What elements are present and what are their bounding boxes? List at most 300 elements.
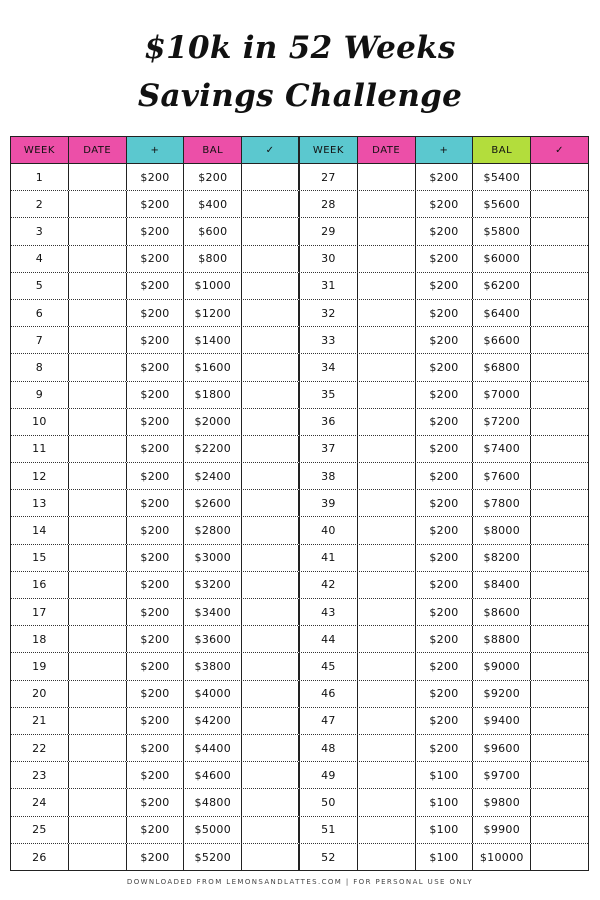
table-row	[11, 191, 588, 218]
date-cell[interactable]	[358, 626, 416, 652]
check-cell[interactable]	[242, 735, 300, 761]
table-row	[11, 300, 588, 327]
week-cell: 23	[11, 762, 69, 788]
amount-cell: $200	[416, 490, 474, 516]
check-cell[interactable]	[242, 409, 300, 435]
amount-cell: $200	[127, 817, 185, 843]
date-cell[interactable]	[358, 191, 416, 217]
check-cell[interactable]	[531, 572, 588, 598]
amount-cell: $100	[416, 817, 474, 843]
balance-cell: $8600	[473, 599, 531, 625]
amount-cell: $200	[127, 681, 185, 707]
balance-cell: $6600	[473, 327, 531, 353]
table-row	[11, 817, 588, 844]
week-cell: 34	[300, 354, 358, 380]
header-date-1: DATE	[69, 137, 127, 163]
week-cell: 52	[300, 844, 358, 871]
week-cell: 10	[11, 409, 69, 435]
table-row	[11, 164, 588, 191]
date-cell[interactable]	[358, 409, 416, 435]
table-row	[11, 409, 588, 436]
check-cell[interactable]	[531, 681, 588, 707]
table-row	[11, 762, 588, 789]
balance-cell: $8200	[473, 545, 531, 571]
amount-cell: $200	[416, 517, 474, 543]
header-check-1: ✓	[242, 137, 300, 163]
amount-cell: $200	[127, 273, 185, 299]
table-row	[11, 572, 588, 599]
date-cell[interactable]	[358, 708, 416, 734]
balance-cell: $6800	[473, 354, 531, 380]
balance-cell: $6400	[473, 300, 531, 326]
week-cell: 31	[300, 273, 358, 299]
balance-cell: $5400	[473, 164, 531, 190]
savings-table	[10, 136, 589, 871]
table-row	[11, 246, 588, 273]
balance-cell: $9900	[473, 817, 531, 843]
date-cell[interactable]	[69, 626, 127, 652]
week-cell: 43	[300, 599, 358, 625]
header-week-1: WEEK	[11, 137, 69, 163]
check-cell[interactable]	[531, 273, 588, 299]
check-cell[interactable]	[531, 409, 588, 435]
balance-cell: $5200	[184, 844, 242, 871]
amount-cell: $200	[416, 545, 474, 571]
amount-cell: $200	[127, 218, 185, 244]
date-cell[interactable]	[69, 273, 127, 299]
check-cell[interactable]	[531, 164, 588, 190]
week-cell: 51	[300, 817, 358, 843]
date-cell[interactable]	[358, 436, 416, 462]
balance-cell: $8800	[473, 626, 531, 652]
balance-cell: $3200	[184, 572, 242, 598]
balance-cell: $8000	[473, 517, 531, 543]
amount-cell: $200	[127, 789, 185, 815]
date-cell[interactable]	[358, 599, 416, 625]
check-cell[interactable]	[531, 762, 588, 788]
check-cell[interactable]	[242, 436, 300, 462]
table-row	[11, 681, 588, 708]
check-cell[interactable]	[531, 626, 588, 652]
amount-cell: $200	[127, 517, 185, 543]
table-row	[11, 626, 588, 653]
check-cell[interactable]	[531, 789, 588, 815]
title-block	[0, 24, 600, 120]
balance-cell: $9800	[473, 789, 531, 815]
check-cell[interactable]	[531, 436, 588, 462]
amount-cell: $200	[127, 463, 185, 489]
date-cell[interactable]	[69, 789, 127, 815]
date-cell[interactable]	[69, 762, 127, 788]
date-cell[interactable]	[358, 789, 416, 815]
date-cell[interactable]	[69, 382, 127, 408]
date-cell[interactable]	[69, 844, 127, 871]
date-cell[interactable]	[69, 191, 127, 217]
amount-cell: $200	[127, 653, 185, 679]
check-cell[interactable]	[242, 463, 300, 489]
date-cell[interactable]	[358, 844, 416, 871]
check-cell[interactable]	[242, 545, 300, 571]
check-cell[interactable]	[242, 191, 300, 217]
balance-cell: $3000	[184, 545, 242, 571]
balance-cell: $1000	[184, 273, 242, 299]
amount-cell: $200	[127, 762, 185, 788]
amount-cell: $200	[416, 354, 474, 380]
check-cell[interactable]	[531, 817, 588, 843]
week-cell: 21	[11, 708, 69, 734]
date-cell[interactable]	[69, 327, 127, 353]
table-header-row	[11, 137, 588, 164]
balance-cell: $4400	[184, 735, 242, 761]
date-cell[interactable]	[358, 735, 416, 761]
amount-cell: $200	[127, 354, 185, 380]
amount-cell: $200	[416, 626, 474, 652]
balance-cell: $200	[184, 164, 242, 190]
balance-cell: $7200	[473, 409, 531, 435]
balance-cell: $9400	[473, 708, 531, 734]
check-cell[interactable]	[242, 762, 300, 788]
check-cell[interactable]	[242, 246, 300, 272]
check-cell[interactable]	[242, 626, 300, 652]
amount-cell: $200	[416, 218, 474, 244]
balance-cell: $7600	[473, 463, 531, 489]
week-cell: 11	[11, 436, 69, 462]
check-cell[interactable]	[242, 300, 300, 326]
balance-cell: $6200	[473, 273, 531, 299]
table-row	[11, 735, 588, 762]
check-cell[interactable]	[531, 653, 588, 679]
check-cell[interactable]	[242, 327, 300, 353]
balance-cell: $2600	[184, 490, 242, 516]
date-cell[interactable]	[69, 681, 127, 707]
amount-cell: $200	[127, 436, 185, 462]
table-row	[11, 653, 588, 680]
week-cell: 5	[11, 273, 69, 299]
week-cell: 44	[300, 626, 358, 652]
header-check-2: ✓	[531, 137, 588, 163]
balance-cell: $9600	[473, 735, 531, 761]
header-plus-1: +	[127, 137, 185, 163]
check-cell[interactable]	[531, 246, 588, 272]
date-cell[interactable]	[358, 490, 416, 516]
check-cell[interactable]	[531, 599, 588, 625]
table-row	[11, 273, 588, 300]
date-cell[interactable]	[358, 246, 416, 272]
amount-cell: $200	[416, 599, 474, 625]
amount-cell: $200	[416, 653, 474, 679]
date-cell[interactable]	[69, 409, 127, 435]
table-row	[11, 490, 588, 517]
amount-cell: $200	[127, 572, 185, 598]
week-cell: 4	[11, 246, 69, 272]
check-cell[interactable]	[242, 382, 300, 408]
amount-cell: $200	[127, 164, 185, 190]
balance-cell: $4600	[184, 762, 242, 788]
balance-cell: $4000	[184, 681, 242, 707]
balance-cell: $5600	[473, 191, 531, 217]
date-cell[interactable]	[358, 354, 416, 380]
table-row	[11, 382, 588, 409]
balance-cell: $2200	[184, 436, 242, 462]
date-cell[interactable]	[69, 490, 127, 516]
check-cell[interactable]	[531, 517, 588, 543]
week-cell: 46	[300, 681, 358, 707]
week-cell: 30	[300, 246, 358, 272]
date-cell[interactable]	[69, 218, 127, 244]
week-cell: 47	[300, 708, 358, 734]
amount-cell: $200	[127, 490, 185, 516]
balance-cell: $400	[184, 191, 242, 217]
balance-cell: $1600	[184, 354, 242, 380]
amount-cell: $200	[127, 599, 185, 625]
amount-cell: $200	[127, 246, 185, 272]
table-row	[11, 463, 588, 490]
header-date-2: DATE	[358, 137, 416, 163]
check-cell[interactable]	[242, 844, 300, 871]
balance-cell: $4800	[184, 789, 242, 815]
amount-cell: $200	[416, 191, 474, 217]
date-cell[interactable]	[358, 545, 416, 571]
check-cell[interactable]	[242, 490, 300, 516]
balance-cell: $1800	[184, 382, 242, 408]
date-cell[interactable]	[69, 545, 127, 571]
balance-cell: $9000	[473, 653, 531, 679]
week-cell: 36	[300, 409, 358, 435]
amount-cell: $200	[416, 382, 474, 408]
table-body	[11, 164, 588, 871]
date-cell[interactable]	[69, 517, 127, 543]
table-row	[11, 327, 588, 354]
check-cell[interactable]	[531, 708, 588, 734]
amount-cell: $200	[127, 735, 185, 761]
balance-cell: $8400	[473, 572, 531, 598]
check-cell[interactable]	[531, 735, 588, 761]
date-cell[interactable]	[69, 354, 127, 380]
balance-cell: $3600	[184, 626, 242, 652]
balance-cell: $9200	[473, 681, 531, 707]
date-cell[interactable]	[69, 436, 127, 462]
week-cell: 41	[300, 545, 358, 571]
check-cell[interactable]	[242, 517, 300, 543]
check-cell[interactable]	[242, 599, 300, 625]
week-cell: 9	[11, 382, 69, 408]
table-row	[11, 354, 588, 381]
amount-cell: $200	[127, 708, 185, 734]
week-cell: 50	[300, 789, 358, 815]
date-cell[interactable]	[358, 164, 416, 190]
balance-cell: $7400	[473, 436, 531, 462]
balance-cell: $600	[184, 218, 242, 244]
header-bal-2: BAL	[473, 137, 531, 163]
week-cell: 1	[11, 164, 69, 190]
week-cell: 24	[11, 789, 69, 815]
table-row	[11, 789, 588, 816]
check-cell[interactable]	[531, 490, 588, 516]
week-cell: 35	[300, 382, 358, 408]
check-cell[interactable]	[242, 164, 300, 190]
header-plus-2: +	[416, 137, 474, 163]
week-cell: 19	[11, 653, 69, 679]
amount-cell: $200	[416, 327, 474, 353]
amount-cell: $200	[416, 708, 474, 734]
week-cell: 49	[300, 762, 358, 788]
amount-cell: $200	[127, 300, 185, 326]
balance-cell: $5800	[473, 218, 531, 244]
week-cell: 13	[11, 490, 69, 516]
header-bal-1: BAL	[184, 137, 242, 163]
amount-cell: $200	[416, 572, 474, 598]
date-cell[interactable]	[69, 300, 127, 326]
balance-cell: $2800	[184, 517, 242, 543]
check-cell[interactable]	[531, 545, 588, 571]
amount-cell: $200	[416, 436, 474, 462]
week-cell: 14	[11, 517, 69, 543]
page-title: $10k in 52 Weeks	[144, 30, 456, 66]
table-row	[11, 844, 588, 871]
date-cell[interactable]	[69, 463, 127, 489]
balance-cell: $3800	[184, 653, 242, 679]
check-cell[interactable]	[242, 354, 300, 380]
week-cell: 27	[300, 164, 358, 190]
date-cell[interactable]	[358, 463, 416, 489]
check-cell[interactable]	[242, 789, 300, 815]
amount-cell: $200	[416, 463, 474, 489]
date-cell[interactable]	[358, 300, 416, 326]
week-cell: 37	[300, 436, 358, 462]
balance-cell: $10000	[473, 844, 531, 871]
amount-cell: $200	[416, 735, 474, 761]
week-cell: 29	[300, 218, 358, 244]
date-cell[interactable]	[358, 517, 416, 543]
check-cell[interactable]	[242, 681, 300, 707]
check-cell[interactable]	[242, 273, 300, 299]
table-row	[11, 545, 588, 572]
balance-cell: $7800	[473, 490, 531, 516]
check-cell[interactable]	[531, 327, 588, 353]
date-cell[interactable]	[358, 218, 416, 244]
date-cell[interactable]	[69, 817, 127, 843]
check-cell[interactable]	[531, 354, 588, 380]
date-cell[interactable]	[69, 708, 127, 734]
balance-cell: $6000	[473, 246, 531, 272]
balance-cell: $1400	[184, 327, 242, 353]
balance-cell: $2400	[184, 463, 242, 489]
week-cell: 6	[11, 300, 69, 326]
week-cell: 3	[11, 218, 69, 244]
amount-cell: $200	[416, 273, 474, 299]
date-cell[interactable]	[69, 246, 127, 272]
date-cell[interactable]	[358, 817, 416, 843]
amount-cell: $200	[127, 409, 185, 435]
date-cell[interactable]	[69, 164, 127, 190]
date-cell[interactable]	[358, 653, 416, 679]
check-cell[interactable]	[242, 708, 300, 734]
week-cell: 22	[11, 735, 69, 761]
check-cell[interactable]	[242, 572, 300, 598]
week-cell: 7	[11, 327, 69, 353]
week-cell: 20	[11, 681, 69, 707]
page-subtitle: Savings Challenge	[137, 78, 463, 114]
week-cell: 25	[11, 817, 69, 843]
week-cell: 12	[11, 463, 69, 489]
week-cell: 2	[11, 191, 69, 217]
amount-cell: $200	[127, 545, 185, 571]
amount-cell: $100	[416, 789, 474, 815]
balance-cell: $800	[184, 246, 242, 272]
check-cell[interactable]	[531, 382, 588, 408]
check-cell[interactable]	[531, 218, 588, 244]
amount-cell: $200	[416, 164, 474, 190]
balance-cell: $9700	[473, 762, 531, 788]
table-row	[11, 517, 588, 544]
amount-cell: $200	[127, 382, 185, 408]
table-row	[11, 436, 588, 463]
header-week-2: WEEK	[300, 137, 358, 163]
date-cell[interactable]	[69, 572, 127, 598]
date-cell[interactable]	[69, 653, 127, 679]
table-row	[11, 599, 588, 626]
date-cell[interactable]	[358, 327, 416, 353]
week-cell: 15	[11, 545, 69, 571]
week-cell: 39	[300, 490, 358, 516]
amount-cell: $100	[416, 762, 474, 788]
balance-cell: $4200	[184, 708, 242, 734]
date-cell[interactable]	[358, 762, 416, 788]
table-row	[11, 218, 588, 245]
amount-cell: $200	[127, 844, 185, 871]
amount-cell: $100	[416, 844, 474, 871]
date-cell[interactable]	[358, 382, 416, 408]
week-cell: 33	[300, 327, 358, 353]
week-cell: 32	[300, 300, 358, 326]
amount-cell: $200	[127, 327, 185, 353]
amount-cell: $200	[416, 300, 474, 326]
balance-cell: $2000	[184, 409, 242, 435]
date-cell[interactable]	[69, 735, 127, 761]
week-cell: 18	[11, 626, 69, 652]
amount-cell: $200	[416, 681, 474, 707]
week-cell: 16	[11, 572, 69, 598]
amount-cell: $200	[416, 409, 474, 435]
week-cell: 38	[300, 463, 358, 489]
footer-note: DOWNLOADED FROM LEMONSANDLATTES.COM | FOR PERSONAL USE ONLY	[126, 878, 474, 886]
date-cell[interactable]	[358, 273, 416, 299]
table-row	[11, 708, 588, 735]
week-cell: 40	[300, 517, 358, 543]
week-cell: 8	[11, 354, 69, 380]
date-cell[interactable]	[358, 572, 416, 598]
week-cell: 26	[11, 844, 69, 871]
balance-cell: $3400	[184, 599, 242, 625]
check-cell[interactable]	[242, 653, 300, 679]
week-cell: 45	[300, 653, 358, 679]
week-cell: 28	[300, 191, 358, 217]
check-cell[interactable]	[242, 218, 300, 244]
check-cell[interactable]	[531, 191, 588, 217]
amount-cell: $200	[127, 191, 185, 217]
check-cell[interactable]	[531, 844, 588, 871]
check-cell[interactable]	[531, 463, 588, 489]
amount-cell: $200	[416, 246, 474, 272]
week-cell: 17	[11, 599, 69, 625]
check-cell[interactable]	[242, 817, 300, 843]
check-cell[interactable]	[531, 300, 588, 326]
balance-cell: $1200	[184, 300, 242, 326]
week-cell: 42	[300, 572, 358, 598]
balance-cell: $7000	[473, 382, 531, 408]
date-cell[interactable]	[358, 681, 416, 707]
date-cell[interactable]	[69, 599, 127, 625]
